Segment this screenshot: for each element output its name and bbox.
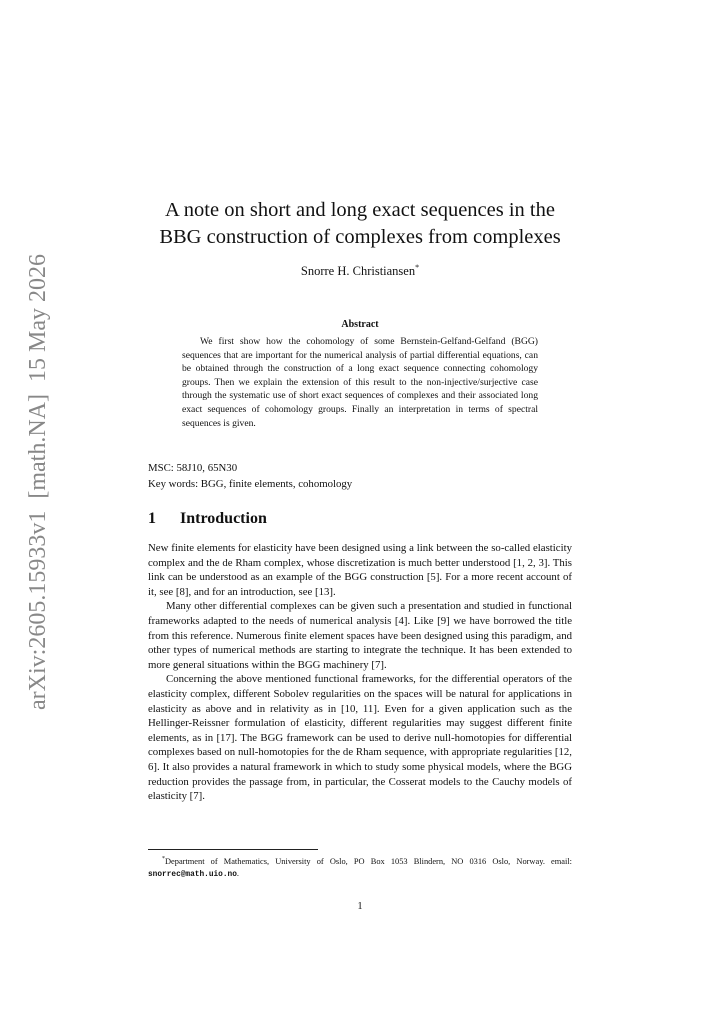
- paper-title: [150, 197, 570, 251]
- arxiv-stamp-text: arXiv:2605.15933v1 [math.NA] 15 May 2026: [25, 254, 51, 710]
- paragraph: New finite elements for elasticity have been designed using a link between the so-called elasticity complex and the de Rham complex, whose discretization is much better understood [1, 2, 3]. This link can be understood as an example of the BGG construction [5]. For a more recent account of it, see [8], and for an introduction, see [13].: [148, 542, 572, 598]
- footnote-rule: [148, 849, 318, 850]
- section-heading: [148, 510, 572, 528]
- section-number: 1: [148, 510, 156, 527]
- abstract-text: We first show how the cohomology of some Bernstein-Gelfand-Gelfand (BGG) sequences that are important for the numerical analysis of partial differential equations, can be obtained through the construction of a long exact sequence connecting cohomology groups. Then we explain the extension of this result to the non-injective/surjective case through the systematic use of short exact sequences of complexes and their associated long exact sequences of cohomology groups. Finally an interpretation in terms of spectral sequences is given.: [182, 336, 538, 429]
- page-number: 1: [357, 901, 363, 912]
- footnote-mark: *: [162, 856, 165, 862]
- introduction-body: [148, 541, 572, 804]
- keywords: Key words: BGG, finite elements, cohomology: [148, 478, 353, 490]
- abstract-body: [182, 335, 538, 430]
- msc-codes: MSC: 58J10, 65N30: [148, 462, 238, 474]
- footnote-text: Department of Mathematics, University of Oslo, PO Box 1053 Blindern, NO 0316 Oslo, Norway. email:: [165, 856, 572, 866]
- author-footnote-mark: *: [415, 263, 420, 272]
- paragraph: Many other differential complexes can be given such a presentation and studied in functional frameworks adapted to the needs of numerical analysis [4]. Like [9] we have borrowed the title from this reference. Numerous finite element spaces have been designed using this paradigm, and other types of numerical methods are starting to integrate the technique. It has been extended to more general situations within the BGG machinery [7].: [148, 600, 572, 671]
- arxiv-identifier-stamp: [0, 0, 60, 1019]
- abstract-heading: Abstract: [341, 319, 379, 330]
- title-line-1: A note on short and long exact sequences in the: [165, 199, 555, 221]
- footnote: [148, 853, 572, 881]
- author-line: [150, 263, 570, 279]
- footnote-email: snorrec@math.uio.no: [148, 870, 237, 879]
- paper-metadata: [148, 460, 572, 492]
- footnote-end: .: [236, 868, 239, 878]
- section-title: Introduction: [180, 510, 267, 527]
- title-line-2: BBG construction of complexes from complexes: [159, 226, 561, 248]
- paragraph: Concerning the above mentioned functional frameworks, for the differential operators of the elasticity complex, different Sobolev regularities on the spaces will be natural for applications in elasticity as above and in relativity as in [10, 11]. Even for a given application such as the Hellinger-Reissner formulation of elasticity, different regularities may suggest different finite elements, as in [17]. The BGG framework can be used to derive null-homotopies for differential complexes based on null-homotopies for the de Rham sequence, with appropriate regularities [12, 6]. It also provides a natural framework in which to study some physical models, where the BGG reduction provides the passage from, in particular, the Cosserat models to the Cauchy models of elasticity [7].: [148, 673, 572, 803]
- author-name: Snorre H. Christiansen: [300, 264, 416, 279]
